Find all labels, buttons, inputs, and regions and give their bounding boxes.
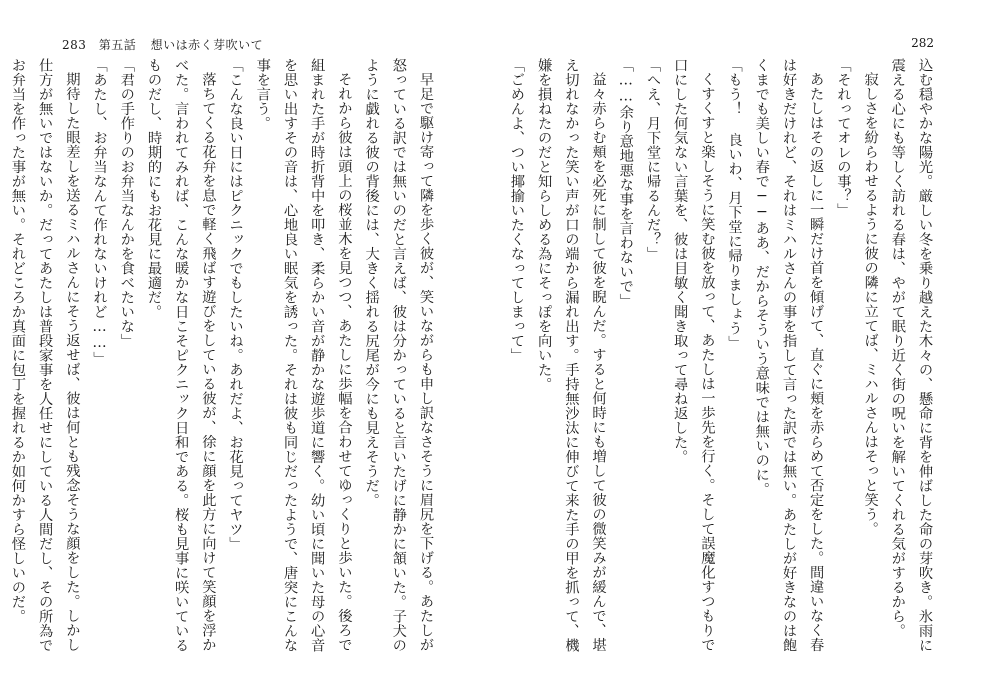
body-text [508,58,938,658]
dialogue-line: 「こんな良い日にはピクニックでもしたいね。あれだよ、お花見ってヤツ」 [227,58,244,551]
chapter-title: 想いは赤く芽吹いて [150,38,264,52]
chapter-label: 第五話 [98,38,137,52]
dialogue-line: 「それってオレの事？」 [835,58,852,218]
page-number: 283 [62,38,87,52]
dialogue-line: 「あたし、お弁当なんて作れないけれど……」 [91,58,108,366]
dialogue-line: 「君の手作りのお弁当なんかを食べたいな」 [118,58,135,348]
dialogue-line: 「へえ、月下堂に帰るんだ？」 [644,58,661,261]
body-text [9,58,439,658]
paragraph: 寂しさを紛らわせるように彼の隣に立てば、ミハルさんはそっと笑う。 [862,72,879,537]
paragraph: 落ちてくる花弁を息で軽く飛ばす遊びをしている彼が、徐に顔を此方に向けて笑顔を浮かべた。言われてみれば、こんな暖かな日こそピクニック日和である。桜も見事に咲いているものだし、時期的にもお花見に最適だ。 [145,58,217,653]
paragraph: 期待した眼差しを送るミハルさんにそう返せば、彼は何とも残念そうな顔をした。しかし仕方が無いではないか。だってあたしは普段家事を人任せにしている人間だし、その所為でお弁当を作った事が無い。それどころか真面に包丁を握れるか如何かすら怪しいのだ。 [9,58,81,653]
dialogue-line: 「もう！ 良いわ、月下堂に帰りましょう」 [726,58,743,350]
dialogue-line: 「……余り意地悪な事を言わないで」 [617,58,634,308]
right-page [496,0,992,699]
page-number: 282 [911,36,934,50]
paragraph: 込む穏やかな陽光。厳しい冬を乗り越えた木々の、懸命に背を伸ばした命の芽吹き。氷雨に震える心にも等しく訪れる春は、やがて眠り近く街の呪いを解いてくれる気がするから。 [889,58,933,653]
paragraph: 早足で駆け寄って隣を歩く彼が、笑いながらも申し訳なさそうに眉尻を下げる。あたしが怒っている訳では無いのだと言えば、彼は分かっていると言いたげに静かに頷いた。子犬のように戯れる彼の背後には、大きく揺れる尻尾が今にも見えそうだ。 [363,58,434,653]
paragraph: あたしはその返しに一瞬だけ首を傾げて、直ぐに頬を赤らめて否定をした。間違いなく春は好きだけれど、それはミハルさんの事を指して言った訳では無い。あたしが好きなのは飽くまでも美しい春で──ああ、だからそういう意味では無いのに。 [753,58,825,653]
running-header [62,36,263,53]
paragraph: くすくすと楽しそうに笑む彼を放って、あたしは一歩先を行く。そして誤魔化すつもりで口にした何気ない言葉を、彼は目敏く聞き取って尋ね返した。 [672,58,716,653]
dialogue-line: 「ごめんよ、つい揶揄いたくなってしまって」 [508,58,525,363]
paragraph: それから彼は頭上の桜並木を見つつ、あたしに歩幅を合わせてゆっくりと歩いた。後ろで組まれた手が時折背中を叩き、柔らかい音が静かな遊歩道に響く。幼い頃に聞いた母の心音を思い出すその音は、心地良い眠気を誘った。それは彼も同じだったようで、唐突にこんな事を言う。 [254,58,353,653]
paragraph: 益々赤らむ頬を必死に制して彼を睨んだ。すると何時にも増して彼の微笑みが緩んで、堪え切れなかった笑い声が口の端から漏れ出す。手持無沙汰に伸びて来た手の甲を抓って、機嫌を損ねたのだと知らしめる為にそっぽを向いた。 [536,58,607,653]
